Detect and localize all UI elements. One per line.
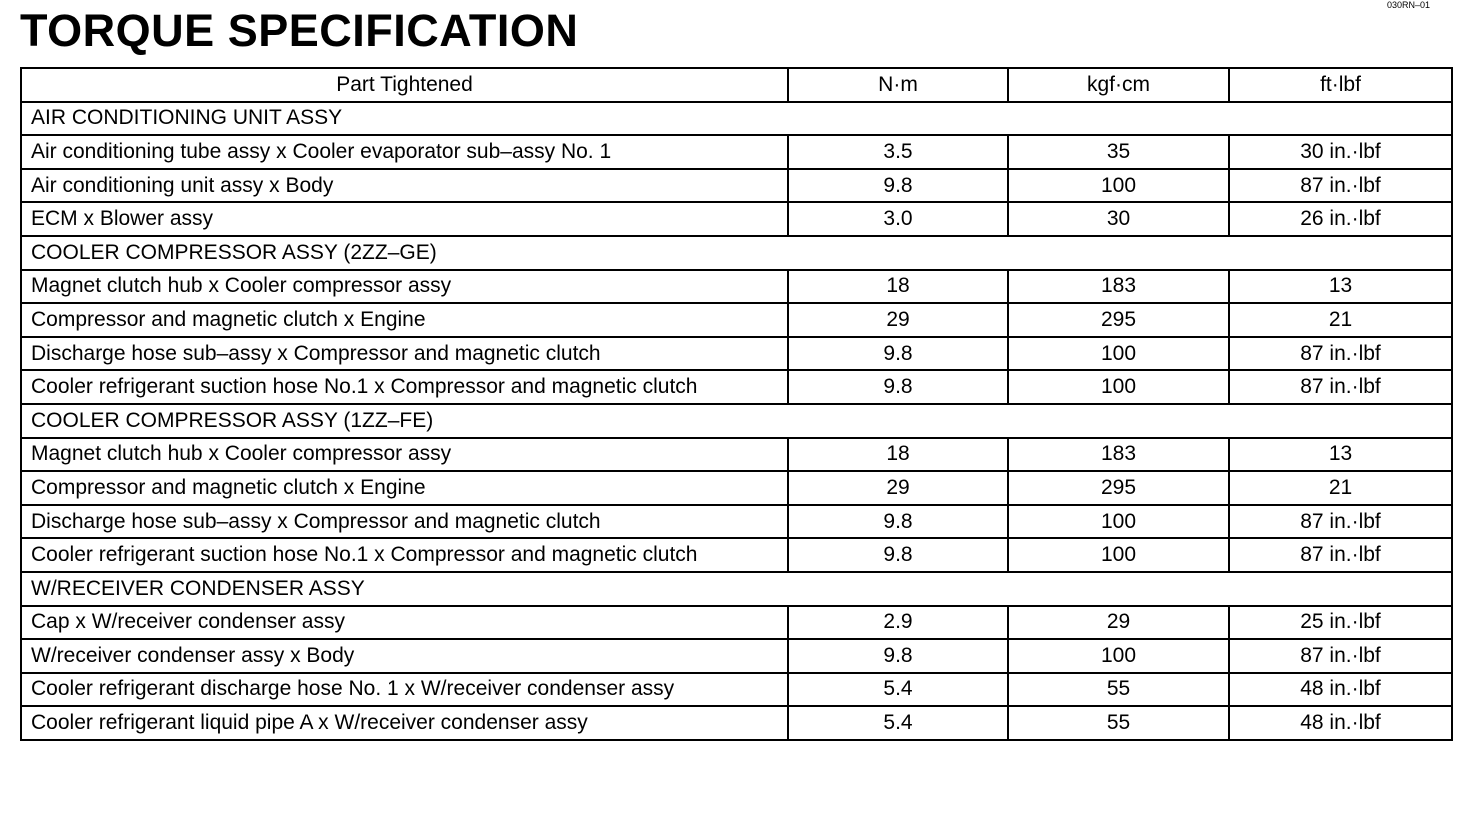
table-row <box>21 706 1452 740</box>
torque-ft-lbf-cell: 87 in.·lbf <box>1229 169 1452 203</box>
torque-ft-lbf-cell: 87 in.·lbf <box>1229 538 1452 572</box>
torque-kgf-cm-cell: 295 <box>1008 471 1229 505</box>
part-tightened-cell: Cooler refrigerant liquid pipe A x W/receiver condenser assy <box>21 706 788 740</box>
document-code: 030RN–01 <box>1386 0 1430 10</box>
torque-ft-lbf-cell: 48 in.·lbf <box>1229 706 1452 740</box>
torque-ft-lbf-cell: 21 <box>1229 471 1452 505</box>
part-tightened-cell: Magnet clutch hub x Cooler compressor assy <box>21 438 788 472</box>
header-part-tightened: Part Tightened <box>21 68 788 102</box>
part-tightened-cell: Cooler refrigerant suction hose No.1 x Compressor and magnetic clutch <box>21 370 788 404</box>
torque-kgf-cm-cell: 100 <box>1008 538 1229 572</box>
part-tightened-cell: Air conditioning tube assy x Cooler evaporator sub–assy No. 1 <box>21 135 788 169</box>
table-row <box>21 673 1452 707</box>
torque-ft-lbf-cell: 21 <box>1229 303 1452 337</box>
part-tightened-cell: Compressor and magnetic clutch x Engine <box>21 471 788 505</box>
torque-ft-lbf-cell: 25 in.·lbf <box>1229 606 1452 640</box>
part-tightened-cell: Discharge hose sub–assy x Compressor and magnetic clutch <box>21 505 788 539</box>
part-tightened-cell: Magnet clutch hub x Cooler compressor assy <box>21 270 788 304</box>
torque-nm-cell: 9.8 <box>788 337 1008 371</box>
table-row <box>21 538 1452 572</box>
part-tightened-cell: Cooler refrigerant suction hose No.1 x Compressor and magnetic clutch <box>21 538 788 572</box>
torque-ft-lbf-cell: 30 in.·lbf <box>1229 135 1452 169</box>
torque-nm-cell: 3.0 <box>788 202 1008 236</box>
section-title: W/RECEIVER CONDENSER ASSY <box>21 572 1452 606</box>
torque-nm-cell: 18 <box>788 270 1008 304</box>
section-title: AIR CONDITIONING UNIT ASSY <box>21 102 1452 136</box>
table-row <box>21 370 1452 404</box>
table-row <box>21 639 1452 673</box>
torque-kgf-cm-cell: 183 <box>1008 438 1229 472</box>
part-tightened-cell: Cap x W/receiver condenser assy <box>21 606 788 640</box>
torque-nm-cell: 9.8 <box>788 639 1008 673</box>
part-tightened-cell: W/receiver condenser assy x Body <box>21 639 788 673</box>
torque-kgf-cm-cell: 295 <box>1008 303 1229 337</box>
table-row <box>21 505 1452 539</box>
section-title: COOLER COMPRESSOR ASSY (2ZZ–GE) <box>21 236 1452 270</box>
torque-kgf-cm-cell: 100 <box>1008 169 1229 203</box>
torque-kgf-cm-cell: 100 <box>1008 370 1229 404</box>
torque-nm-cell: 9.8 <box>788 169 1008 203</box>
torque-ft-lbf-cell: 87 in.·lbf <box>1229 505 1452 539</box>
torque-kgf-cm-cell: 55 <box>1008 706 1229 740</box>
header-nm: N·m <box>788 68 1008 102</box>
torque-nm-cell: 29 <box>788 471 1008 505</box>
torque-nm-cell: 18 <box>788 438 1008 472</box>
torque-ft-lbf-cell: 87 in.·lbf <box>1229 639 1452 673</box>
table-header-row <box>21 68 1452 102</box>
table-row <box>21 169 1452 203</box>
torque-nm-cell: 9.8 <box>788 538 1008 572</box>
torque-ft-lbf-cell: 87 in.·lbf <box>1229 337 1452 371</box>
table-row <box>21 202 1452 236</box>
part-tightened-cell: ECM x Blower assy <box>21 202 788 236</box>
torque-kgf-cm-cell: 100 <box>1008 639 1229 673</box>
torque-kgf-cm-cell: 29 <box>1008 606 1229 640</box>
torque-kgf-cm-cell: 100 <box>1008 337 1229 371</box>
torque-ft-lbf-cell: 13 <box>1229 270 1452 304</box>
part-tightened-cell: Cooler refrigerant discharge hose No. 1 x W/receiver condenser assy <box>21 673 788 707</box>
part-tightened-cell: Discharge hose sub–assy x Compressor and magnetic clutch <box>21 337 788 371</box>
torque-ft-lbf-cell: 48 in.·lbf <box>1229 673 1452 707</box>
part-tightened-cell: Compressor and magnetic clutch x Engine <box>21 303 788 337</box>
torque-nm-cell: 29 <box>788 303 1008 337</box>
header-ft-lbf: ft·lbf <box>1229 68 1452 102</box>
table-body <box>21 102 1452 740</box>
table-row <box>21 471 1452 505</box>
torque-nm-cell: 9.8 <box>788 505 1008 539</box>
torque-kgf-cm-cell: 35 <box>1008 135 1229 169</box>
torque-ft-lbf-cell: 26 in.·lbf <box>1229 202 1452 236</box>
torque-kgf-cm-cell: 30 <box>1008 202 1229 236</box>
section-row <box>21 572 1452 606</box>
table-row <box>21 135 1452 169</box>
torque-nm-cell: 2.9 <box>788 606 1008 640</box>
page-title: TORQUE SPECIFICATION <box>20 5 579 56</box>
torque-nm-cell: 5.4 <box>788 673 1008 707</box>
torque-nm-cell: 3.5 <box>788 135 1008 169</box>
table-row <box>21 270 1452 304</box>
torque-ft-lbf-cell: 13 <box>1229 438 1452 472</box>
torque-kgf-cm-cell: 55 <box>1008 673 1229 707</box>
table-row <box>21 438 1452 472</box>
torque-kgf-cm-cell: 100 <box>1008 505 1229 539</box>
section-row <box>21 404 1452 438</box>
section-title: COOLER COMPRESSOR ASSY (1ZZ–FE) <box>21 404 1452 438</box>
torque-spec-table <box>20 67 1453 741</box>
table-row <box>21 337 1452 371</box>
section-row <box>21 102 1452 136</box>
torque-nm-cell: 9.8 <box>788 370 1008 404</box>
torque-kgf-cm-cell: 183 <box>1008 270 1229 304</box>
header-kgf-cm: kgf·cm <box>1008 68 1229 102</box>
section-row <box>21 236 1452 270</box>
torque-ft-lbf-cell: 87 in.·lbf <box>1229 370 1452 404</box>
table-row <box>21 606 1452 640</box>
table-row <box>21 303 1452 337</box>
torque-nm-cell: 5.4 <box>788 706 1008 740</box>
part-tightened-cell: Air conditioning unit assy x Body <box>21 169 788 203</box>
